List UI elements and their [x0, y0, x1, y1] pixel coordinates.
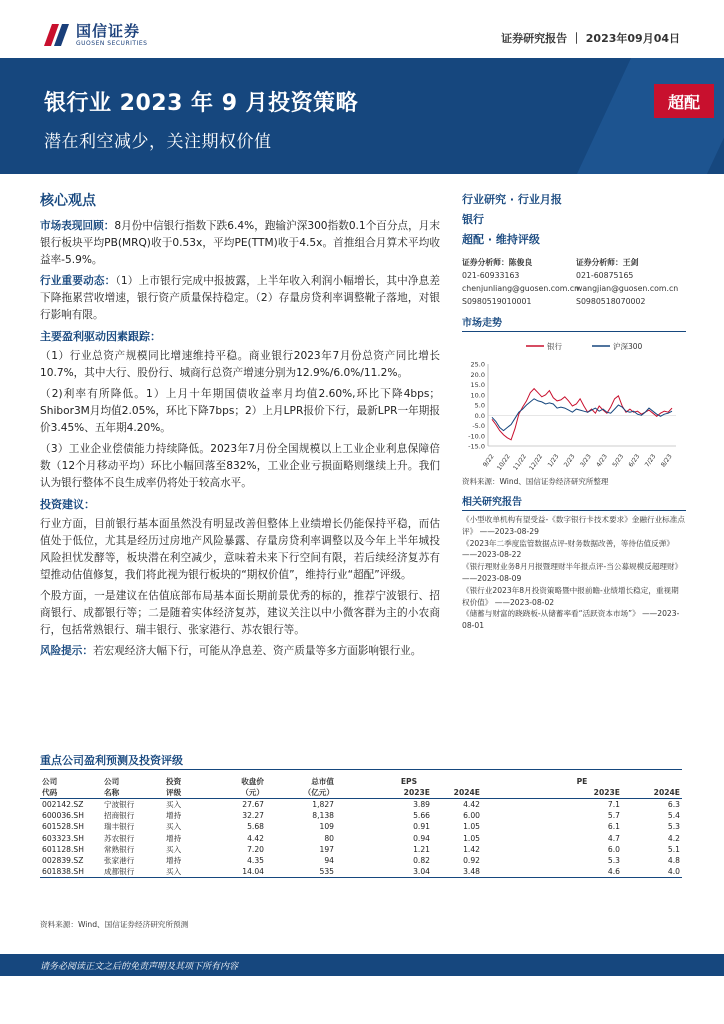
- cell-pe-2024: 4.0: [667, 867, 680, 877]
- advice-industry-paragraph: 行业方面，目前银行基本面虽然没有明显改善但整体上业绩增长仍能保持平稳，而估值处于低位，尤其是经历过房地产风险暴露、存量房贷利率调整以及今年上半年城投风险担忧发酵等，板块潜在利空减少，意味着未来下行空间有限，若后续经济复苏有望推动估值修复，我们将此视为银行板块的“期权价值”，维持行业“超配”评级。: [40, 518, 440, 581]
- related-report-item[interactable]: 《储蓄与财富的跷跷板-从储蓄率看“活跃资本市场”》 ——2023-08-01: [462, 609, 680, 631]
- forecast-table-title: 重点公司盈利预测及投资评级: [40, 754, 183, 767]
- industry-name: 银行: [462, 213, 484, 226]
- table-header-row: [40, 787, 682, 799]
- analyst-email[interactable]: chenjunliang@guosen.com.cn: [462, 284, 580, 293]
- cell-code: 603323.SH: [42, 833, 84, 843]
- cell-eps-2023: 0.82: [413, 856, 430, 866]
- related-reports-list: [462, 514, 686, 632]
- cell-rating: 买入: [166, 800, 182, 810]
- cell-code: 600036.SH: [42, 811, 84, 821]
- cell-name: 宁波银行: [104, 800, 135, 810]
- analyst-title: 证券分析师：王剑: [576, 258, 639, 267]
- driver-paragraph-1: （1）行业总资产规模同比增速维持平稳。商业银行2023年7月份总资产同比增长10.7%，其中大行、股份行、城商行总资产增速分别为12.9%/6.0%/11.2%。: [40, 350, 440, 379]
- cell-name: 张家港行: [104, 856, 135, 866]
- advice-stock-paragraph: 个股方面，一是建议在估值底部布局基本面长期前景优秀的标的，推荐宁波银行、招商银行、成都银行等；二是随着实体经济复苏，建议关注以中小微客群为主的小农商行，包括常熟银行、瑞丰银行、张家港行、苏农银行等。: [40, 590, 440, 636]
- cell-pe-2024: 4.2: [667, 833, 680, 843]
- cell-code: 601128.SH: [42, 844, 84, 854]
- th-eps-2024: 2024E: [453, 788, 480, 798]
- cell-name: 瑞丰银行: [104, 822, 135, 832]
- y-tick-label: -10.0: [468, 432, 485, 441]
- table-row: [40, 866, 682, 878]
- cell-code: 002839.SZ: [42, 856, 84, 866]
- cell-eps-2023: 3.04: [413, 867, 430, 877]
- x-tick-label: 11/22: [512, 453, 529, 472]
- cell-price: 4.42: [247, 833, 264, 843]
- cell-pe-2024: 5.3: [667, 822, 680, 832]
- cell-price: 4.35: [247, 856, 264, 866]
- market-review-paragraph: 市场表现回顾：8月份中信银行指数下跌6.4%，跑输沪深300指数0.1个百分点，月末银行板块平均PB(MRQ)收于0.53x，平均PE(TTM)收于4.5x。首推组合月算术平均收益率-5.9%。: [40, 220, 440, 266]
- cell-mktcap: 197: [319, 844, 334, 854]
- bank-series-line: [492, 389, 672, 440]
- th-rating: 投资: [166, 777, 182, 787]
- analyst-phone: 021-60933163: [462, 271, 520, 280]
- related-reports-title: 相关研究报告: [462, 493, 686, 511]
- cell-code: 002142.SZ: [42, 800, 84, 810]
- th-mktcap-unit: （亿元）: [303, 788, 334, 798]
- cell-name: 成都银行: [104, 867, 135, 877]
- th-eps-2023: 2023E: [403, 788, 430, 798]
- cell-mktcap: 80: [324, 833, 334, 843]
- footer-disclaimer: 请务必阅读正文之后的免责声明及其项下所有内容: [40, 962, 239, 972]
- th-pe-2023: 2023E: [593, 788, 620, 798]
- table-row: [40, 833, 682, 844]
- y-tick-label: 25.0: [470, 360, 485, 369]
- y-tick-label: -15.0: [468, 442, 485, 451]
- analyst-email[interactable]: wangjian@guosen.com.cn: [576, 284, 679, 293]
- market-trend-title: 市场走势: [462, 314, 686, 332]
- drivers-section-title: 主要盈利驱动因素跟踪：: [40, 330, 161, 343]
- x-tick-label: 9/22: [481, 453, 496, 469]
- driver-paragraph-3: （3）工业企业偿债能力持续降低。2023年7月份全国规模以上工业企业利息保障倍数（12个月移动平均）环比小幅回落至832%，工业企业亏损面略则继续上升。我们认为银行整体不良生成率仍将处于较高水平。: [40, 443, 440, 489]
- cell-rating: 增持: [166, 833, 182, 843]
- cell-mktcap: 1,827: [312, 800, 334, 810]
- report-category: 行业研究 · 行业月报: [462, 193, 562, 206]
- cell-price: 7.20: [247, 844, 264, 854]
- table-rule: [40, 769, 682, 770]
- forecast-table: [40, 776, 682, 878]
- core-views: [40, 190, 440, 664]
- cell-price: 32.27: [242, 811, 264, 821]
- analyst-cert: S0980518070002: [576, 297, 646, 306]
- driver-paragraph-2: （2)利率有所降低。1）上月十年期国债收益率月均值2.60%,环比下降4bps；Shibor3M月均值2.05%，环比下降7bps；2）上月LPR报价下行，最新LPR一年期报价3.45%、五年期4.20%。: [40, 388, 440, 434]
- th-mktcap: 总市值: [311, 777, 334, 787]
- investment-advice-title: 投资建议：: [40, 498, 95, 511]
- cell-eps-2024: 6.00: [463, 811, 480, 821]
- cell-mktcap: 94: [324, 856, 334, 866]
- cell-rating: 买入: [166, 867, 182, 877]
- y-tick-label: 5.0: [474, 401, 485, 410]
- report-subtitle: 潜在利空减少，关注期权价值: [44, 132, 272, 152]
- y-tick-label: 20.0: [470, 370, 485, 379]
- y-tick-label: 0.0: [474, 411, 485, 420]
- x-tick-label: 2/23: [562, 453, 577, 469]
- cell-eps-2024: 1.05: [463, 822, 480, 832]
- y-tick-label: 10.0: [470, 391, 485, 400]
- industry-rating: 超配 · 维持评级: [462, 233, 540, 246]
- th-rating: 评级: [166, 788, 182, 798]
- cell-pe-2024: 6.3: [667, 800, 680, 810]
- report-type-date: 证券研究报告 ｜ 2023年09月04日: [501, 32, 680, 45]
- table-row: [40, 855, 682, 866]
- analyst-card: [576, 256, 686, 308]
- cell-code: 601528.SH: [42, 822, 84, 832]
- cell-eps-2023: 0.91: [413, 822, 430, 832]
- cell-price: 14.04: [242, 867, 264, 877]
- cell-pe-2023: 7.1: [607, 800, 620, 810]
- table-source: 资料来源：Wind、国信证券经济研究所预测: [40, 920, 189, 929]
- cell-eps-2024: 0.92: [463, 856, 480, 866]
- risk-paragraph: 风险提示：若宏观经济大幅下行，可能从净息差、资产质量等多方面影响银行业。: [40, 645, 422, 657]
- sidebar: [462, 190, 686, 632]
- related-report-item[interactable]: 《2023年二季度监管数据点评-财务数据改善，等待估值反弹》 ——2023-08-22: [462, 538, 674, 560]
- cell-mktcap: 8,138: [312, 811, 334, 821]
- th-name: 名称: [104, 788, 120, 798]
- x-tick-label: 7/23: [643, 453, 658, 469]
- y-tick-label: 15.0: [470, 381, 485, 389]
- cell-pe-2023: 6.0: [607, 844, 620, 854]
- market-trend-chart: [462, 334, 686, 474]
- table-row: [40, 844, 682, 855]
- cell-pe-2024: 5.1: [667, 844, 680, 854]
- core-views-title: 核心观点: [40, 193, 96, 209]
- cell-name: 常熟银行: [104, 844, 135, 854]
- cell-pe-2023: 4.7: [607, 833, 620, 843]
- cell-rating: 买入: [166, 822, 182, 832]
- industry-news-paragraph: 行业重要动态：（1）上市银行完成中报披露，上半年收入利润小幅增长，其中净息差下降拖累营收增速，银行资产质量保持稳定。（2）存量房贷利率调整靴子落地，对银行影响有限。: [40, 275, 441, 321]
- cell-eps-2024: 1.42: [463, 844, 480, 854]
- x-tick-label: 3/23: [579, 453, 593, 469]
- guosen-logo-icon: [44, 22, 70, 48]
- cell-eps-2023: 3.89: [413, 800, 430, 810]
- cell-price: 5.68: [247, 822, 264, 832]
- x-tick-label: 6/23: [627, 453, 642, 469]
- th-code: 公司: [42, 777, 58, 787]
- cell-mktcap: 535: [319, 867, 334, 877]
- cell-price: 27.67: [242, 800, 264, 810]
- th-pe-2024: 2024E: [653, 788, 680, 798]
- table-row: [40, 810, 682, 821]
- related-report-item[interactable]: 《银行理财业务8月月报暨理财半年报点评-当公募规模反超理财》 ——2023-08-09: [462, 562, 683, 583]
- analysts: [462, 256, 686, 308]
- cell-rating: 增持: [166, 811, 182, 821]
- trend-chart-svg: [462, 334, 686, 474]
- table-row: [40, 821, 682, 832]
- x-tick-label: 10/22: [495, 453, 512, 472]
- cell-pe-2023: 5.7: [607, 811, 620, 821]
- cell-name: 苏农银行: [104, 833, 135, 843]
- cell-rating: 买入: [166, 844, 182, 854]
- rating-tab: 超配: [654, 84, 714, 118]
- legend-label: 银行: [547, 342, 562, 351]
- legend-label: 沪深300: [613, 342, 643, 351]
- brand-name-en: GUOSEN SECURITIES: [76, 39, 148, 47]
- brand-name-cn: 国信证券: [76, 21, 141, 40]
- th-name: 公司: [104, 777, 120, 787]
- table-row: [40, 799, 682, 811]
- cell-eps-2023: 1.21: [413, 844, 430, 854]
- cell-pe-2024: 5.4: [667, 811, 680, 821]
- y-tick-label: -5.0: [472, 422, 485, 430]
- x-tick-label: 4/23: [595, 453, 609, 469]
- cell-pe-2023: 6.1: [607, 822, 620, 832]
- x-tick-label: 12/22: [528, 453, 545, 472]
- x-tick-label: 8/23: [659, 453, 674, 469]
- x-tick-label: 1/23: [546, 453, 561, 469]
- table-header-row: [40, 776, 682, 787]
- cell-eps-2024: 4.42: [463, 800, 480, 810]
- th-price: 收盘价: [241, 777, 264, 787]
- analyst-card: [462, 256, 580, 308]
- x-tick-label: 5/23: [611, 453, 626, 469]
- analyst-cert: S0980519010001: [462, 297, 532, 306]
- related-report-item[interactable]: 《小型收单机构有望受益-《数字银行卡技术要求》金融行业标准点评》 ——2023-08-29: [462, 515, 685, 536]
- cell-eps-2023: 0.94: [413, 833, 430, 843]
- report-title: 银行业 2023 年 9 月投资策略: [44, 91, 359, 116]
- brand-logo: [44, 22, 147, 48]
- analyst-phone: 021-60875165: [576, 271, 634, 280]
- footer-bar: [0, 954, 724, 976]
- cell-code: 601838.SH: [42, 867, 84, 877]
- analyst-title: 证券分析师：陈俊良: [462, 258, 533, 267]
- cell-eps-2024: 1.05: [463, 833, 480, 843]
- cell-name: 招商银行: [104, 811, 135, 821]
- cell-mktcap: 109: [319, 822, 334, 832]
- cell-rating: 增持: [166, 856, 182, 866]
- related-report-item[interactable]: 《银行业2023年8月投资策略暨中报前瞻-业绩增长稳定，重视期权价值》 ——2023-08-02: [462, 585, 679, 607]
- th-price-unit: （元）: [241, 788, 264, 798]
- cell-eps-2024: 3.48: [463, 867, 480, 877]
- cell-pe-2023: 4.6: [607, 867, 620, 877]
- cell-pe-2024: 4.8: [667, 856, 680, 866]
- chart-source: 资料来源：Wind、国信证券经济研究所整理: [462, 477, 609, 486]
- th-pe: PE: [576, 777, 588, 787]
- th-code: 代码: [42, 788, 58, 798]
- cell-pe-2023: 5.3: [607, 856, 620, 866]
- cell-eps-2023: 5.66: [413, 811, 430, 821]
- th-eps: EPS: [400, 777, 418, 787]
